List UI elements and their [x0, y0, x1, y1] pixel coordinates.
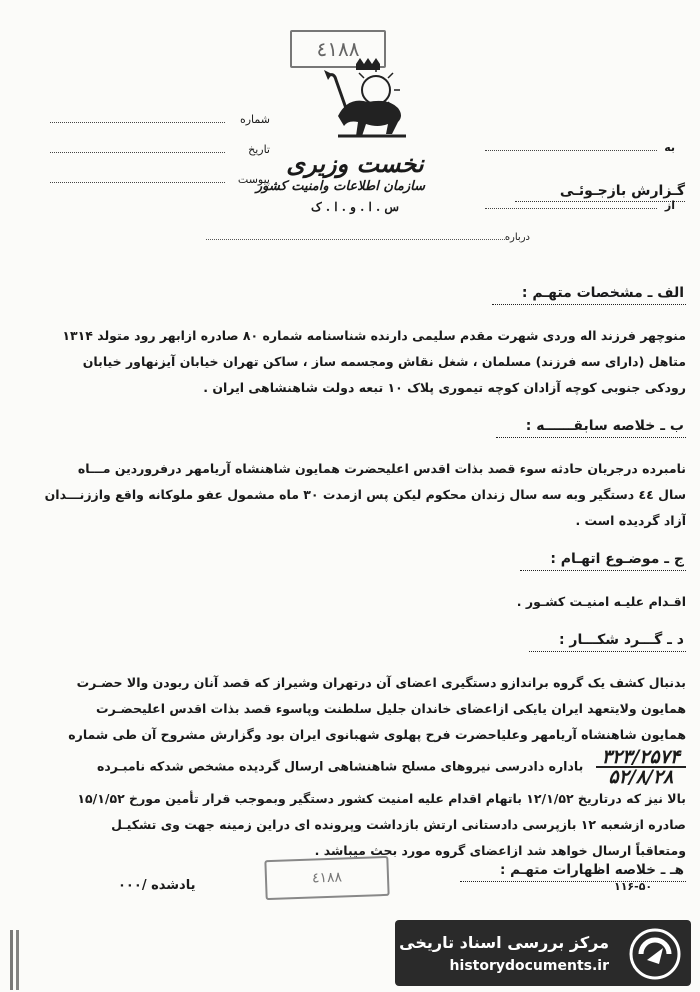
from-dotted-line: [485, 208, 657, 209]
top-stamp-text: ٤١٨٨: [316, 37, 360, 61]
to-label: به: [664, 141, 675, 154]
fraction-numerator: ۳۲۳/۲۵۷۴: [596, 748, 686, 768]
paragraph-line: رودکی جنوبی کوچه آزادان کوچه تیموری پلاک ۱۰ تبعه دولت شاهنشاهی ایران .: [203, 380, 686, 395]
section-heading: ب ـ خلاصه سابقــــــه :: [496, 418, 686, 438]
subject-field: [200, 232, 530, 243]
org-subtitle: سازمان اطلاعات وامنیت کشور: [255, 179, 425, 194]
paragraph-line: متاهل (دارای سه فرزند) مسلمان ، شغل نقاش ومجسمه ساز ، ساکن تهران خیابان آیزنهاور خیابان: [82, 354, 686, 369]
paragraph-line-with-fraction: [38, 748, 686, 786]
section-paragraph: [38, 589, 686, 615]
date-dotted-line: [50, 152, 225, 153]
watermark-title: مرکز بررسی اسناد تاریخی: [399, 933, 609, 952]
archive-logo-icon: [629, 928, 681, 980]
scan-edge-mark: [10, 930, 30, 990]
paragraph-line: منوچهر فرزند اله وردی شهرت مقدم سلیمی دارنده شناسنامه شماره ۸۰ صادره ازابهر رود متولد ۱۳۱۴: [62, 328, 686, 343]
meta-fields: [40, 96, 270, 186]
paragraph-line: نامبرده درجریان حادثه سوء قصد بذات اقدس اعلیحضرت همایون شاهنشاه آریامهر درفروردین مـــاه: [77, 461, 686, 476]
from-label: از: [664, 199, 675, 212]
org-code: س . ا . و . ا . ک: [311, 200, 399, 214]
paragraph-line: همایون شاهنشاه آریامهر وعلیاحضرت فرح پهلوی شهبانوی ایران بود وگزارش مشروح آن طی شماره: [68, 727, 686, 742]
subject-dotted-line: [206, 239, 505, 240]
paragraph-line: آزاد گردیده است .: [575, 513, 686, 528]
fraction-denominator: ۵۲/۸/۲۸: [608, 766, 674, 786]
number-dotted-line: [50, 122, 225, 123]
section-charge: [38, 548, 686, 615]
paragraph-line: اقـدام علیـه امنیـت کشـور .: [516, 594, 686, 609]
subject-label: درباره: [504, 232, 530, 243]
paragraph-line-text: باداره دادرسی نیروهای مسلح شاهنشاهی ارسال گردیده مشخص شدکه نامبـرده: [96, 758, 584, 774]
paragraph-line: بدنبال کشف یک گروه براندازو دستگیری اعضای آن درتهران وشیراز که قصد آنان ربودن والا حضـرت: [76, 675, 686, 690]
date-label: تاریخ: [248, 143, 270, 156]
footnote-text: یادشده /۰۰۰: [118, 878, 196, 893]
paragraph-line: بالا نیز که درتاریخ ۱۲/۱/۵۲ باتهام اقدام علیه امنیت کشور دستگیر وبموجب قرار تأمین مورخ ۱۵/۱/۵۲: [77, 791, 686, 806]
attachment-field: [40, 156, 270, 186]
report-body: [38, 282, 686, 878]
date-field: [40, 126, 270, 156]
footer-heading: هـ ـ خلاصه اظهارات متهـم :: [460, 862, 686, 882]
bottom-stamp: [264, 856, 389, 900]
section-identity: [38, 282, 686, 401]
to-field: [475, 96, 675, 154]
section-background: [38, 415, 686, 534]
page-code: ۱۱۶-۵۰: [614, 880, 653, 893]
section-heading: الف ـ مشخصات متهـم :: [492, 285, 686, 305]
paragraph-line: همایون ولایتعهد ایران یایکی ازاعضای خاندان جلیل سلطنت وپاسوء قصد بذات اقدس اعلیحضـرت: [96, 701, 686, 716]
section-report: [38, 629, 686, 864]
watermark-banner: [395, 920, 691, 986]
lion-and-sun-emblem-icon: [318, 56, 418, 146]
org-title: نخست وزیری: [286, 149, 424, 178]
section-heading: ج ـ موضـوع اتهـام :: [520, 551, 686, 571]
section-paragraph: [38, 323, 686, 401]
number-field: [40, 96, 270, 126]
section-paragraph: [38, 670, 686, 864]
attachment-label: پیوست: [237, 173, 270, 186]
number-label: شماره: [239, 113, 270, 126]
paragraph-line: سال ٤٤ دستگیر وبه سه سال زندان محکوم لیکن پس ازمدت ۳۰ ماه مشمول عفو ملوکانه واقع واززنـــدان: [44, 487, 686, 502]
paragraph-line: صادره ازشعبه ۱۲ بازپرسی دادستانی ارتش بازداشت وپرونده ای دراین زمینه جهت وی تشکیـل: [111, 817, 686, 832]
report-title: گـزارش بازجـوئـی: [515, 183, 685, 202]
to-dotted-line: [485, 150, 657, 151]
paragraph-line: ومتعاقباً ارسال خواهد شد ازاعضای گروه مورد بحث میباشد .: [314, 843, 686, 858]
handwritten-reference-number: [596, 748, 686, 786]
section-heading: د ـ گـــرد شکـــار :: [529, 632, 686, 652]
attachment-dotted-line: [50, 182, 225, 183]
watermark-url: historydocuments.ir: [449, 958, 609, 974]
section-paragraph: [38, 456, 686, 534]
organization-heading: [255, 149, 425, 214]
bottom-stamp-text: ٤١٨٨: [311, 869, 343, 887]
watermark-text: [395, 920, 615, 986]
